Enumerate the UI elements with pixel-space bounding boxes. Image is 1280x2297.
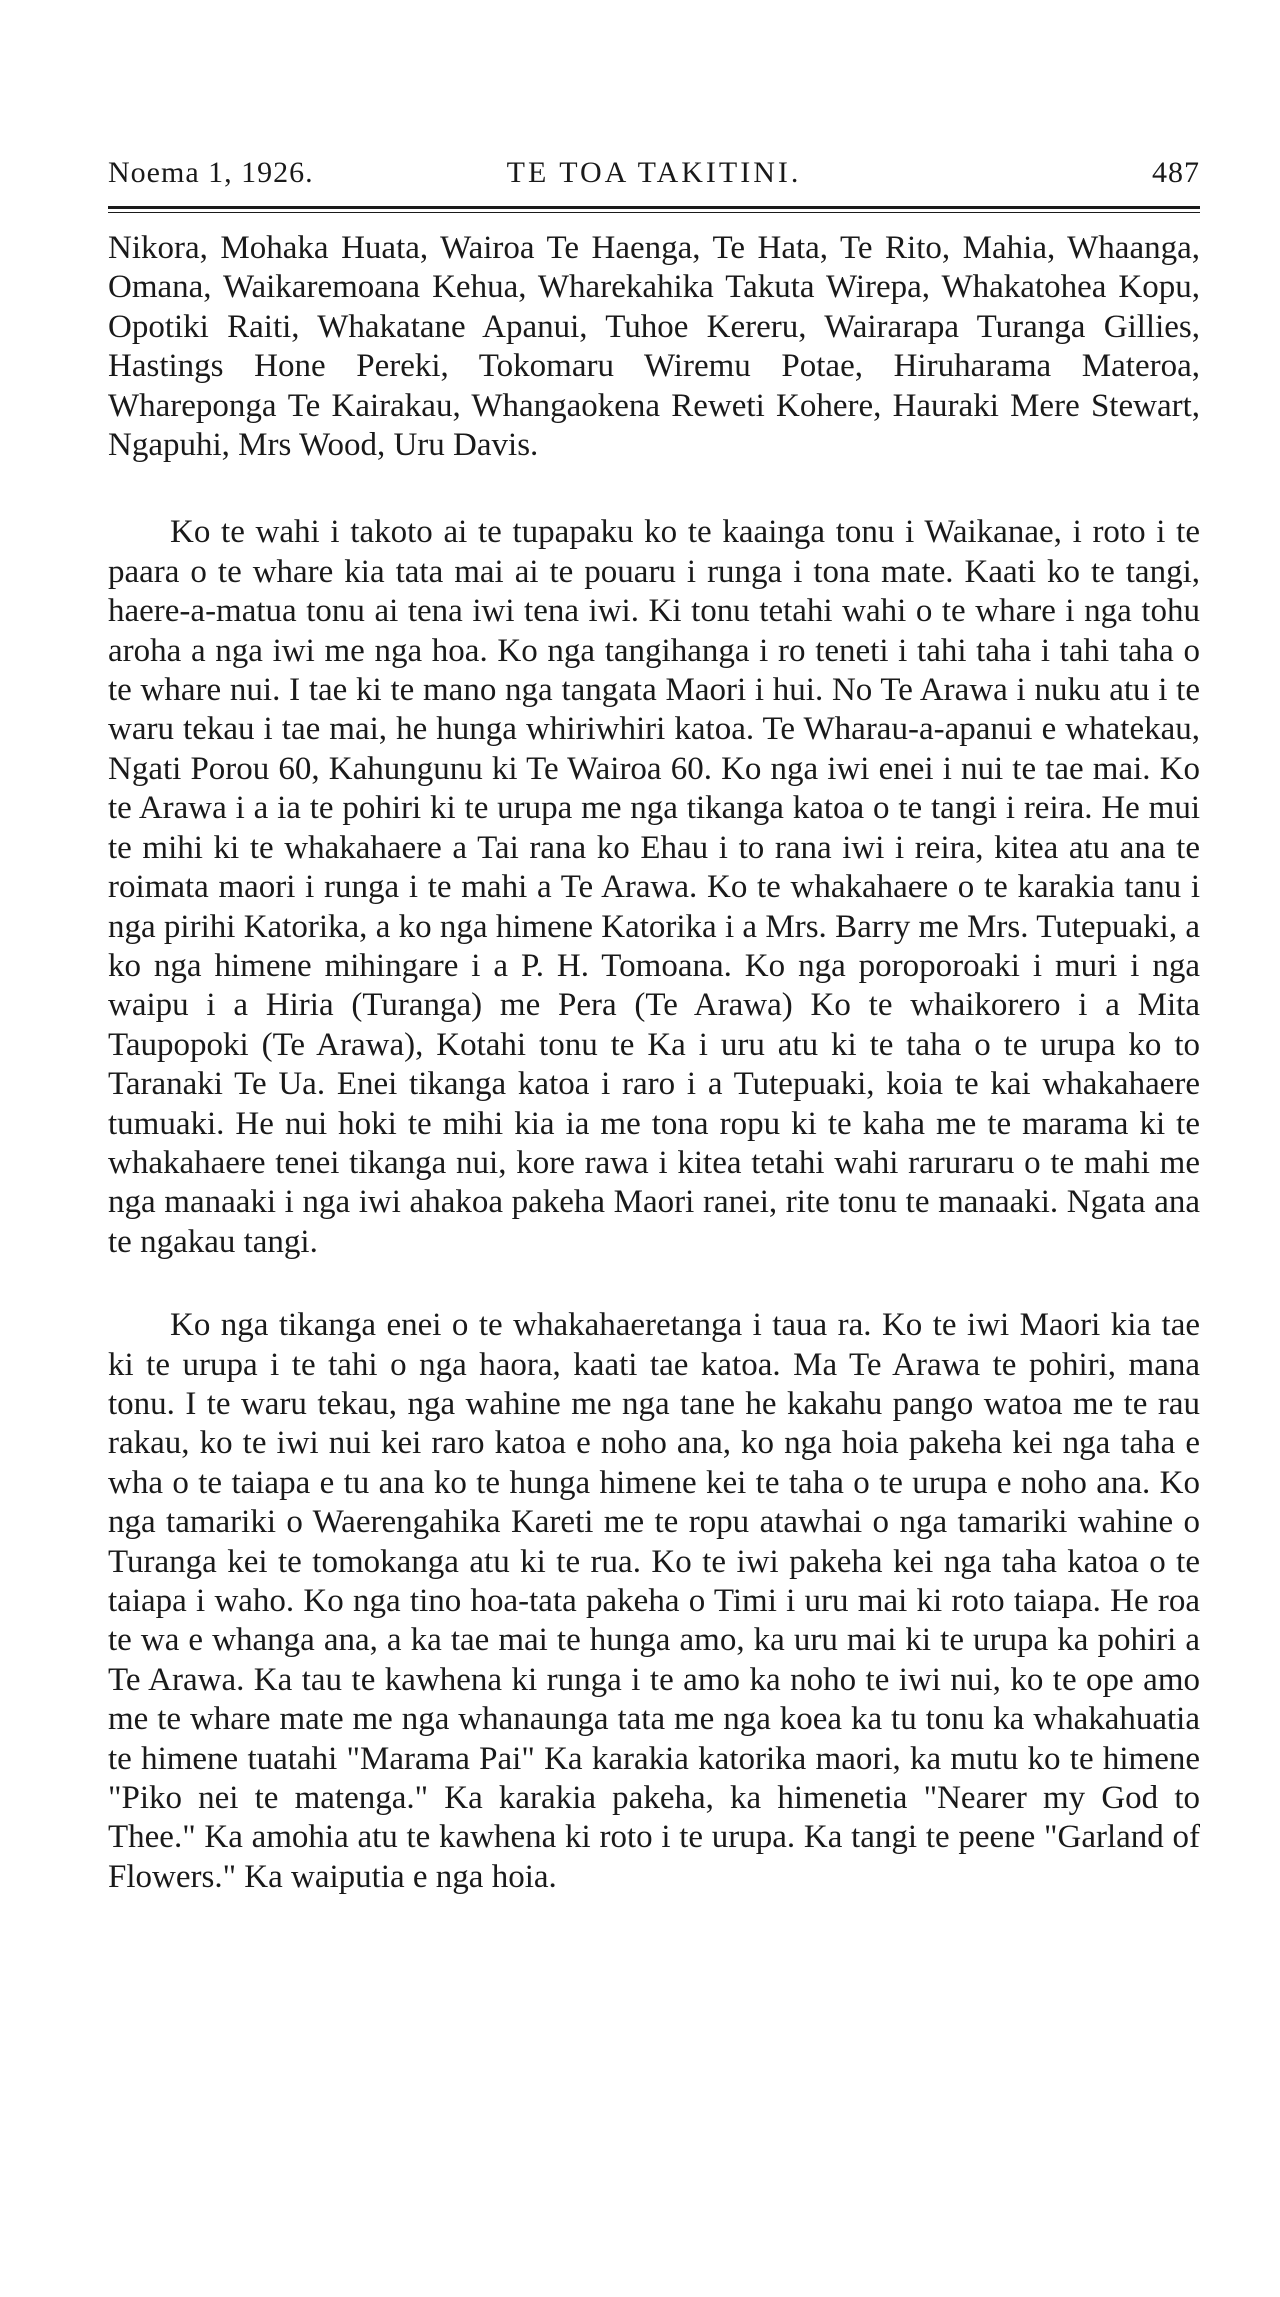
paragraph-ceremony-order: Ko nga tikanga enei o te whakahaeretanga i taua ra. Ko te iwi Maori kia tae ki te urupa i te tahi o nga haora, kaati tae katoa. Ma Te Arawa te pohiri, mana tonu. I te waru tekau, nga wahine me nga tane he kakahu pango watoa me te rau rakau, ko te iwi nui kei raro katoa e noho ana, ko nga hoia pakeha kei nga taha e wha o te taiapa e tu ana ko te hunga himene kei te taha o te urupa e noho ana. Ko nga tamariki o Waerengahika Kareti me te ropu atawhai o nga tamariki wahine o Turanga kei te tomokanga atu ki te rua. Ko te iwi pakeha kei nga taha katoa o te taiapa i waho. Ko nga tino hoa-tata pakeha o Timi i uru mai ki roto taiapa. He roa te wa e whanga ana, a ka tae mai te hunga amo, ka uru mai ki te urupa ka pohiri a Te Arawa. Ka tau te kawhena ki runga i te amo ka noho te iwi nui, ko te ope amo me te whare mate me nga whanaunga tata me nga koea ka tu tonu ka whakahuatia te himene tuatahi "Marama Pai" Ka karakia katorika maori, ka mutu ko te himene "Piko nei te matenga." Ka karakia pakeha, ka himenetia "Nearer my God to Thee." Ka amohia atu te kawhena ki roto i te urupa. Ka tangi te peene "Garland of Flowers." Ka waiputia e nga hoia. [108,1307,1200,1895]
header-page-number: 487 [1152,156,1200,189]
page-header [108,148,1200,204]
newspaper-page [108,148,1200,1897]
header-date: Noema 1, 1926. [108,156,314,189]
paragraph-funeral-account: Ko te wahi i takoto ai te tupapaku ko te kaainga tonu i Waikanae, i roto i te paara o te whare kia tata mai ai te pouaru i runga i tona mate. Kaati ko te tangi, haere-a-matua tonu ai tena iwi tena iwi. Ki tonu tetahi wahi o te whare i nga tohu aroha a nga iwi me nga hoa. Ko nga tangihanga i ro teneti i tahi taha i tahi taha o te whare nui. I tae ki te mano nga tangata Maori i hui. No Te Arawa i nuku atu i te waru tekau i tae mai, he hunga whiriwhiri katoa. Te Wharau-a-apanui e whatekau, Ngati Porou 60, Kahungunu ki Te Wairoa 60. Ko nga iwi enei i nui te tae mai. Ko te Arawa i a ia te pohiri ki te urupa me nga tikanga katoa o te tangi i reira. He mui te mihi ki te whakahaere a Tai rana ko Ehau i to rana iwi i reira, kitea atu ana te roimata maori i runga i te mahi a Te Arawa. Ko te whakahaere o te karakia tanu i nga pirihi Katorika, a ko nga himene Katorika i a Mrs. Barry me Mrs. Tutepuaki, a ko nga himene mihingare i a P. H. Tomoana. Ko nga poroporoaki i muri i nga waipu i a Hiria (Turanga) me Pera (Te Arawa) Ko te whaikorero i a Mita Taupopoki (Te Arawa), Kotahi tonu te Ka i uru atu ki te taha o te urupa ko to Taranaki Te Ua. Enei tikanga katoa i raro i a Tutepuaki, koia te kai whakahaere tumuaki. He nui hoki te mihi kia ia me tona ropu ki te kaha me te marama ki te whakahaere tenei tikanga nui, kore rawa i kitea tetahi wahi raruraru o te mahi me nga manaaki i nga iwi ahakoa pakeha Maori ranei, rite tonu te manaaki. Ngata ana te ngakau tangi. [108,514,1200,1260]
header-title: TE TOA TAKITINI. [506,156,802,189]
header-rule [108,206,1200,213]
paragraph-attendee-list: Nikora, Mohaka Huata, Wairoa Te Haenga, Te Hata, Te Rito, Mahia, Whaanga, Omana, Waikaremoana Kehua, Wharekahika Takuta Wirepa, Whakatohea Kopu, Opotiki Raiti, Whakatane Apanui, Tuhoe Kereru, Wairarapa Turanga Gillies, Hastings Hone Pereki, Tokomaru Wiremu Potae, Hiruharama Materoa, Wharepongа Te Kairakau, Whangaokena Reweti Kohere, Hauraki Mere Stewart, Ngapuhi, Mrs Wood, Uru Davis. [108,230,1200,464]
